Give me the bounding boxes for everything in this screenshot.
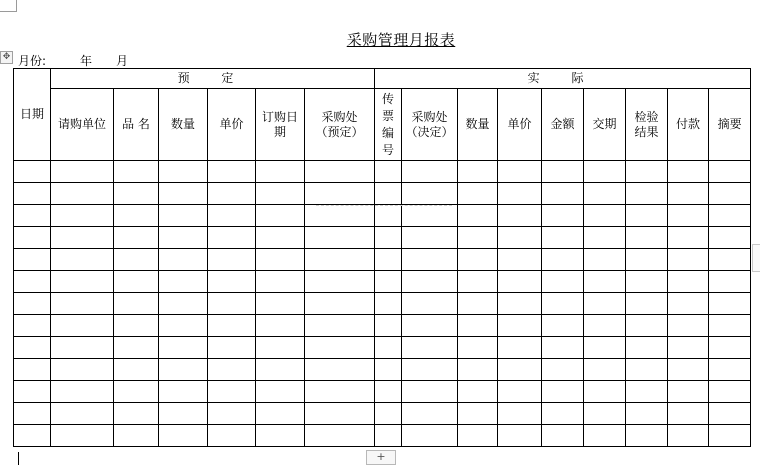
table-row [14,293,751,315]
table-cell[interactable] [256,381,305,403]
table-cell[interactable] [402,315,458,337]
table-row [14,315,751,337]
table-cell[interactable] [626,359,668,381]
date-header[interactable]: 日期 [14,69,51,161]
page-corner-marker [0,0,17,12]
table-cell[interactable] [402,227,458,249]
table-cell[interactable] [51,293,114,315]
table-cell[interactable] [14,205,51,227]
table-cell[interactable] [208,381,256,403]
table-cell[interactable] [14,293,51,315]
table-cell[interactable] [498,227,542,249]
table-cell[interactable] [14,183,51,205]
table-cell[interactable] [626,249,668,271]
year-unit: 年 [80,54,93,68]
move-arrows-icon[interactable]: ✥ [0,51,13,64]
table-cell[interactable] [114,271,159,293]
table-cell[interactable] [208,403,256,425]
table-cell[interactable] [542,161,584,183]
faint-dashed-line [316,205,452,206]
table-cell[interactable] [305,205,375,227]
table-cell[interactable] [51,205,114,227]
table-cell[interactable] [256,227,305,249]
table-cell[interactable] [114,161,159,183]
text-cursor [18,452,19,465]
table-cell[interactable] [584,359,626,381]
table-cell[interactable] [458,381,498,403]
table-cell[interactable] [305,315,375,337]
table-cell[interactable] [256,293,305,315]
table-row [14,183,751,205]
table-cell[interactable] [709,183,751,205]
voucher-number-label: 传票编号 [382,91,395,157]
table-cell[interactable] [159,183,208,205]
table-cell[interactable] [208,227,256,249]
table-cell[interactable] [375,381,402,403]
table-cell[interactable] [305,227,375,249]
table-cell[interactable] [709,161,751,183]
month-unit: 月 [116,54,129,68]
table-cell[interactable] [584,249,626,271]
table-cell[interactable] [208,293,256,315]
column-header-order-date[interactable]: 订购日期 [256,89,305,161]
table-cell[interactable] [542,337,584,359]
table-cell[interactable] [208,205,256,227]
table-cell[interactable] [305,271,375,293]
table-cell[interactable] [402,183,458,205]
table-cell[interactable] [498,359,542,381]
plus-icon: + [376,450,386,463]
table-cell[interactable] [305,425,375,447]
table-cell[interactable] [114,359,159,381]
table-cell[interactable] [208,337,256,359]
table-cell[interactable] [375,183,402,205]
table-cell[interactable] [305,183,375,205]
table-cell[interactable] [159,271,208,293]
table-cell[interactable] [668,183,709,205]
table-cell[interactable] [458,227,498,249]
table-cell[interactable] [584,205,626,227]
column-header-planned-unit-price[interactable]: 单价 [208,89,256,161]
table-cell[interactable] [14,425,51,447]
table-cell[interactable] [305,359,375,381]
table-cell[interactable] [668,205,709,227]
table-row [14,227,751,249]
column-header-requesting-unit[interactable]: 请购单位 [51,89,114,161]
column-header-actual-unit-price[interactable]: 单价 [498,89,542,161]
table-cell[interactable] [498,183,542,205]
table-cell[interactable] [256,183,305,205]
table-cell[interactable] [14,227,51,249]
table-cell[interactable] [709,271,751,293]
table-cell[interactable] [626,161,668,183]
table-cell[interactable] [668,161,709,183]
table-cell[interactable] [402,271,458,293]
table-cell[interactable] [709,227,751,249]
table-cell[interactable] [208,315,256,337]
table-cell[interactable] [14,381,51,403]
column-header-remarks[interactable]: 摘要 [709,89,751,161]
table-cell[interactable] [375,249,402,271]
table-row [14,337,751,359]
table-cell[interactable] [256,359,305,381]
table-cell[interactable] [458,359,498,381]
table-cell[interactable] [305,403,375,425]
actual-group-header[interactable] [375,69,751,89]
table-cell[interactable] [256,205,305,227]
actual-group-label: 实 际 [527,71,598,85]
table-cell[interactable] [542,359,584,381]
table-cell[interactable] [51,381,114,403]
table-cell[interactable] [114,403,159,425]
table-cell[interactable] [51,183,114,205]
column-header-planned-supplier[interactable]: 采购处（预定） [305,89,375,161]
table-cell[interactable] [668,381,709,403]
table-row [14,403,751,425]
table-cell[interactable] [709,381,751,403]
table-cell[interactable] [668,359,709,381]
table-cell[interactable] [114,205,159,227]
table-cell[interactable] [256,425,305,447]
table-cell[interactable] [375,315,402,337]
table-row [14,425,751,447]
column-header-decided-supplier[interactable]: 采购处（决定） [402,89,458,161]
table-cell[interactable] [542,315,584,337]
table-cell[interactable] [114,315,159,337]
table-cell[interactable] [114,227,159,249]
table-cell[interactable] [402,249,458,271]
table-cell[interactable] [626,293,668,315]
column-header-actual-quantity[interactable]: 数量 [458,89,498,161]
table-cell[interactable] [114,293,159,315]
table-cell[interactable] [208,161,256,183]
table-cell[interactable] [14,403,51,425]
column-header-delivery-date[interactable]: 交期 [584,89,626,161]
table-cell[interactable] [709,205,751,227]
table-cell[interactable] [375,205,402,227]
table-cell[interactable] [584,227,626,249]
table-cell[interactable] [498,249,542,271]
table-cell[interactable] [256,315,305,337]
table-cell[interactable] [668,227,709,249]
table-cell[interactable] [542,403,584,425]
table-cell[interactable] [542,205,584,227]
table-cell[interactable] [375,271,402,293]
table-cell[interactable] [584,315,626,337]
table-cell[interactable] [256,249,305,271]
table-cell[interactable] [51,315,114,337]
table-cell[interactable] [375,227,402,249]
table-cell[interactable] [114,249,159,271]
column-header-voucher-number[interactable] [375,89,402,161]
table-cell[interactable] [14,161,51,183]
table-cell[interactable] [51,161,114,183]
table-cell[interactable] [626,381,668,403]
table-cell[interactable] [159,337,208,359]
table-cell[interactable] [584,183,626,205]
table-cell[interactable] [498,161,542,183]
table-cell[interactable] [458,315,498,337]
column-header-item-name[interactable]: 品 名 [114,89,159,161]
planned-group-header[interactable] [51,69,375,89]
table-cell[interactable] [208,359,256,381]
table-cell[interactable] [584,161,626,183]
table-cell[interactable] [402,403,458,425]
table-cell[interactable] [542,293,584,315]
table-cell[interactable] [626,227,668,249]
table-cell[interactable] [542,249,584,271]
table-cell[interactable] [668,293,709,315]
table-cell[interactable] [542,425,584,447]
add-row-button[interactable] [366,450,396,465]
table-cell[interactable] [709,403,751,425]
table-cell[interactable] [542,381,584,403]
table-cell[interactable] [159,249,208,271]
table-cell[interactable] [584,403,626,425]
table-cell[interactable] [542,183,584,205]
table-cell[interactable] [159,227,208,249]
table-cell[interactable] [626,337,668,359]
table-cell[interactable] [709,315,751,337]
purchase-report-table [13,68,751,447]
table-cell[interactable] [256,161,305,183]
table-cell[interactable] [626,315,668,337]
table-cell[interactable] [668,403,709,425]
side-panel-tab[interactable] [752,244,760,272]
table-cell[interactable] [402,337,458,359]
table-cell[interactable] [256,337,305,359]
column-header-planned-quantity[interactable]: 数量 [159,89,208,161]
table-cell[interactable] [709,425,751,447]
table-cell[interactable] [305,249,375,271]
table-cell[interactable] [668,337,709,359]
table-cell[interactable] [498,403,542,425]
table-cell[interactable] [498,425,542,447]
table-cell[interactable] [458,337,498,359]
table-cell[interactable] [375,425,402,447]
table-cell[interactable] [305,381,375,403]
table-cell[interactable] [114,183,159,205]
table-cell[interactable] [458,403,498,425]
table-cell[interactable] [668,425,709,447]
table-cell[interactable] [626,425,668,447]
table-cell[interactable] [498,271,542,293]
report-title: 采购管理月报表 [346,31,456,49]
table-cell[interactable] [375,161,402,183]
table-cell[interactable] [208,271,256,293]
table-cell[interactable] [626,271,668,293]
table-cell[interactable] [159,359,208,381]
table-cell[interactable] [14,315,51,337]
table-row [14,359,751,381]
column-header-inspection-result[interactable]: 检验结果 [626,89,668,161]
table-cell[interactable] [375,403,402,425]
table-cell[interactable] [375,359,402,381]
table-row [14,271,751,293]
table-cell[interactable] [626,183,668,205]
table-cell[interactable] [584,337,626,359]
table-cell[interactable] [584,293,626,315]
table-cell[interactable] [584,425,626,447]
table-cell[interactable] [626,403,668,425]
table-cell[interactable] [458,161,498,183]
table-cell[interactable] [498,381,542,403]
table-cell[interactable] [402,161,458,183]
planned-group-label: 预 定 [177,71,248,85]
table-cell[interactable] [626,205,668,227]
table-cell[interactable] [114,381,159,403]
table-cell[interactable] [208,425,256,447]
table-cell[interactable] [402,359,458,381]
table-cell[interactable] [159,403,208,425]
table-cell[interactable] [498,205,542,227]
table-cell[interactable] [14,337,51,359]
table-cell[interactable] [159,205,208,227]
table-cell[interactable] [584,271,626,293]
table-cell[interactable] [159,315,208,337]
table-cell[interactable] [14,271,51,293]
table-cell[interactable] [256,271,305,293]
table-cell[interactable] [668,315,709,337]
table-cell[interactable] [668,249,709,271]
table-cell[interactable] [375,293,402,315]
table-row [14,161,751,183]
table-cell[interactable] [114,425,159,447]
table-cell[interactable] [498,293,542,315]
table-cell[interactable] [14,359,51,381]
table-cell[interactable] [159,161,208,183]
table-cell[interactable] [458,205,498,227]
table-cell[interactable] [542,227,584,249]
table-cell[interactable] [668,271,709,293]
table-row [14,381,751,403]
table-cell[interactable] [51,249,114,271]
column-header-amount[interactable]: 金额 [542,89,584,161]
table-row [14,249,751,271]
table-cell[interactable] [542,271,584,293]
table-cell[interactable] [51,227,114,249]
table-cell[interactable] [709,249,751,271]
column-header-payment[interactable]: 付款 [668,89,709,161]
table-cell[interactable] [51,403,114,425]
table-cell[interactable] [458,293,498,315]
table-cell[interactable] [159,293,208,315]
table-cell[interactable] [51,359,114,381]
table-cell[interactable] [305,293,375,315]
table-cell[interactable] [159,425,208,447]
table-cell[interactable] [14,249,51,271]
table-cell[interactable] [709,293,751,315]
table-cell[interactable] [402,381,458,403]
table-cell[interactable] [458,271,498,293]
table-cell[interactable] [51,337,114,359]
table-cell[interactable] [159,381,208,403]
table-cell[interactable] [402,293,458,315]
table-cell[interactable] [458,425,498,447]
table-cell[interactable] [584,381,626,403]
table-cell[interactable] [402,205,458,227]
table-cell[interactable] [114,337,159,359]
table-cell[interactable] [402,425,458,447]
table-cell[interactable] [375,337,402,359]
table-row [14,205,751,227]
table-cell[interactable] [305,337,375,359]
table-cell[interactable] [498,337,542,359]
table-cell[interactable] [256,403,305,425]
table-cell[interactable] [498,315,542,337]
table-cell[interactable] [458,183,498,205]
table-cell[interactable] [709,337,751,359]
table-cell[interactable] [208,183,256,205]
table-cell[interactable] [709,359,751,381]
table-cell[interactable] [305,161,375,183]
table-cell[interactable] [51,425,114,447]
table-cell[interactable] [51,271,114,293]
month-label: 月份: [18,54,47,68]
table-cell[interactable] [208,249,256,271]
table-cell[interactable] [458,249,498,271]
